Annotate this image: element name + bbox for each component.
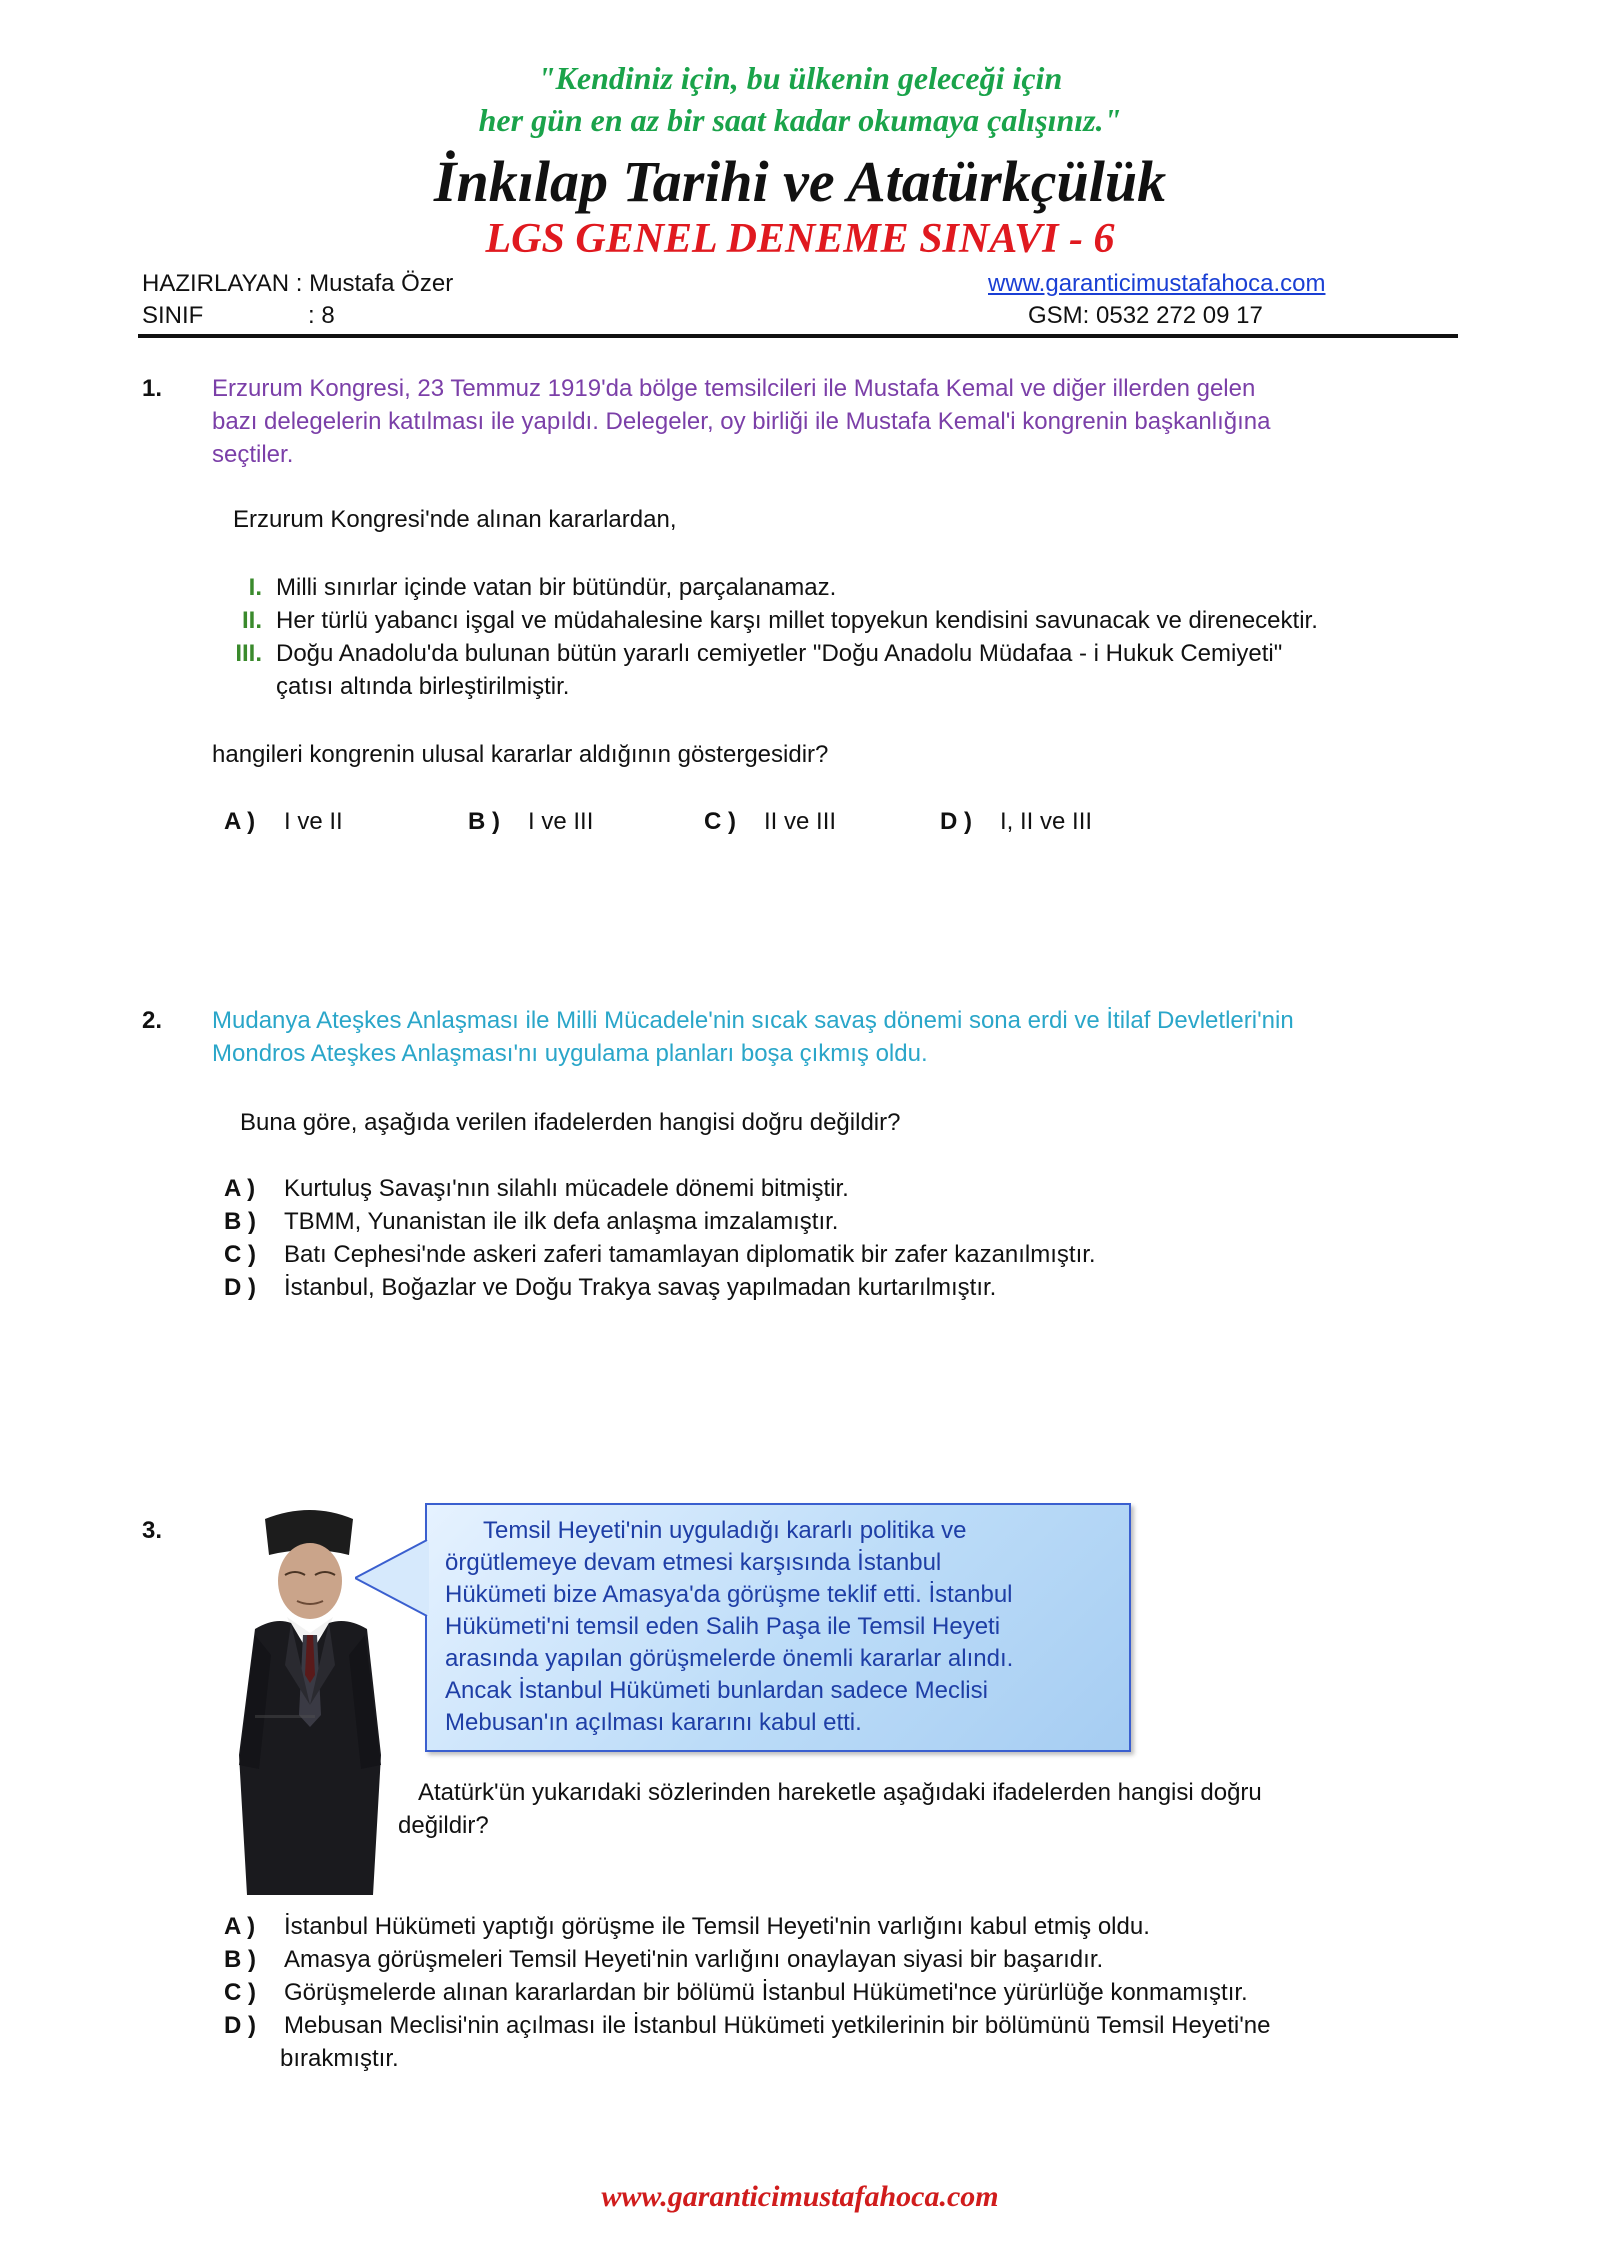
bubble-line: Temsil Heyeti'nin uyguladığı kararlı politika ve: [483, 1517, 967, 1544]
bubble-line: arasında yapılan görüşmelerde önemli kararlar alındı.: [445, 1645, 1014, 1672]
bubble-line: Hükümeti'ni temsil eden Salih Paşa ile Temsil Heyeti: [445, 1613, 1001, 1640]
option-d[interactable]: [224, 2009, 1270, 2042]
option-letter: B ): [224, 1946, 256, 1973]
option-a[interactable]: [224, 1910, 1150, 1943]
option-text: Amasya görüşmeleri Temsil Heyeti'nin varlığını onaylayan siyasi bir başarıdır.: [284, 1946, 1104, 1973]
option-text: Görüşmelerde alınan kararlardan bir bölümü İstanbul Hükümeti'nce yürürlüğe konmamıştır.: [284, 1979, 1248, 2006]
option-text: I, II ve III: [1000, 808, 1093, 835]
question-2-stem: Buna göre, aşağıda verilen ifadelerden hangisi doğru değildir?: [240, 1109, 901, 1136]
option-b[interactable]: [224, 1205, 838, 1238]
option-c[interactable]: [704, 805, 836, 838]
option-text: Batı Cephesi'nde askeri zaferi tamamlayan diplomatik bir zafer kazanılmıştır.: [284, 1241, 1096, 1268]
question-1-lead: Erzurum Kongresi'nde alınan kararlardan,: [233, 506, 677, 533]
question-1-intro-line-3: seçtiler.: [212, 441, 294, 468]
option-letter: B ): [224, 1208, 256, 1235]
quote-line-2: her gün en az bir saat kadar okumaya çalışınız.": [478, 102, 1122, 138]
question-3-stem-line-1: Atatürk'ün yukarıdaki sözlerinden hareketle aşağıdaki ifadelerden hangisi doğru: [418, 1779, 1262, 1806]
roman-numeral: III.: [235, 640, 262, 667]
bubble-line: Hükümeti bize Amasya'da görüşme teklif etti. İstanbul: [445, 1581, 1013, 1608]
page-title: İnkılap Tarihi ve Atatürkçülük: [433, 149, 1167, 214]
page-subtitle: LGS GENEL DENEME SINAVI - 6: [485, 216, 1115, 262]
question-number-2: 2.: [142, 1007, 163, 1034]
option-letter: A ): [224, 1175, 256, 1202]
question-number-1: 1.: [142, 375, 163, 402]
option-letter: A ): [224, 1913, 256, 1940]
class-value: : 8: [308, 302, 335, 329]
header-divider: [138, 334, 1458, 338]
option-letter: C ): [224, 1979, 256, 2006]
question-1-item: [214, 571, 836, 604]
question-1-item: [214, 637, 1282, 670]
option-a[interactable]: [224, 805, 343, 838]
roman-numeral: I.: [248, 574, 262, 601]
option-c[interactable]: [224, 1238, 1096, 1271]
phone-number: GSM: 0532 272 09 17: [1028, 302, 1263, 329]
option-d-continued: bırakmıştır.: [280, 2045, 399, 2072]
option-text: İstanbul, Boğazlar ve Doğu Trakya savaş yapılmadan kurtarılmıştır.: [284, 1274, 997, 1301]
option-letter: C ): [704, 808, 736, 835]
option-letter: D ): [940, 808, 972, 835]
question-1-stem: hangileri kongrenin ulusal kararlar aldığının göstergesidir?: [212, 741, 829, 768]
option-a[interactable]: [224, 1172, 849, 1205]
website-link[interactable]: www.garanticimustafahoca.com: [988, 270, 1326, 297]
footer-website[interactable]: www.garanticimustafahoca.com: [601, 2180, 999, 2213]
option-letter: A ): [224, 808, 256, 835]
bubble-line: Mebusan'ın açılması kararını kabul etti.: [445, 1709, 862, 1736]
question-1-item: [214, 604, 1318, 637]
option-letter: D ): [224, 1274, 256, 1301]
bubble-line: örgütlemeye devam etmesi karşısında İstanbul: [445, 1549, 942, 1576]
speech-bubble-text: [445, 1515, 1115, 1739]
question-1-intro-line-1: Erzurum Kongresi, 23 Temmuz 1919'da bölge temsilcileri ile Mustafa Kemal ve diğer illerden gelen: [212, 375, 1256, 402]
option-text: İstanbul Hükümeti yaptığı görüşme ile Temsil Heyeti'nin varlığını kabul etmiş oldu.: [284, 1913, 1150, 1940]
item-text: Her türlü yabancı işgal ve müdahalesine karşı millet topyekun kendisini savunacak ve direnecektir.: [276, 607, 1318, 634]
option-text: Kurtuluş Savaşı'nın silahlı mücadele dönemi bitmiştir.: [284, 1175, 849, 1202]
option-letter: C ): [224, 1241, 256, 1268]
speech-bubble-tail: [355, 1540, 429, 1620]
option-text: Mebusan Meclisi'nin açılması ile İstanbul Hükümeti yetkilerinin bir bölümünü Temsil Heyeti'ne: [284, 2012, 1271, 2039]
quote-line-1: "Kendiniz için, bu ülkenin geleceği için: [537, 60, 1063, 96]
question-1-intro-line-2: bazı delegelerin katılması ile yapıldı. Delegeler, oy birliği ile Mustafa Kemal'i kongrenin başkanlığına: [212, 408, 1271, 435]
option-text: TBMM, Yunanistan ile ilk defa anlaşma imzalamıştır.: [284, 1208, 839, 1235]
option-c[interactable]: [224, 1976, 1248, 2009]
item-text: Milli sınırlar içinde vatan bir bütündür, parçalanamaz.: [276, 574, 837, 601]
author-label: HAZIRLAYAN : Mustafa Özer: [142, 270, 454, 297]
option-d[interactable]: [940, 805, 1092, 838]
option-d[interactable]: [224, 1271, 996, 1304]
option-b[interactable]: [468, 805, 593, 838]
class-label: SINIF: [142, 302, 204, 329]
option-letter: D ): [224, 2012, 256, 2039]
option-b[interactable]: [224, 1943, 1103, 1976]
option-letter: B ): [468, 808, 500, 835]
option-text: I ve III: [528, 808, 594, 835]
question-number-3: 3.: [142, 1517, 163, 1544]
question-2-intro-line-1: Mudanya Ateşkes Anlaşması ile Milli Mücadele'nin sıcak savaş dönemi sona erdi ve İtilaf Devletleri'nin: [212, 1007, 1294, 1034]
roman-numeral: II.: [241, 607, 262, 634]
question-3-stem-line-2: değildir?: [398, 1812, 489, 1839]
item-text: Doğu Anadolu'da bulunan bütün yararlı cemiyetler "Doğu Anadolu Müdafaa - i Hukuk Cemiyeti": [276, 640, 1283, 667]
question-1-item-3-continued: çatısı altında birleştirilmiştir.: [276, 673, 570, 700]
option-text: I ve II: [284, 808, 343, 835]
question-2-intro-line-2: Mondros Ateşkes Anlaşması'nı uygulama planları boşa çıkmış oldu.: [212, 1040, 928, 1067]
option-text: II ve III: [764, 808, 837, 835]
bubble-line: Ancak İstanbul Hükümeti bunlardan sadece Meclisi: [445, 1677, 988, 1704]
